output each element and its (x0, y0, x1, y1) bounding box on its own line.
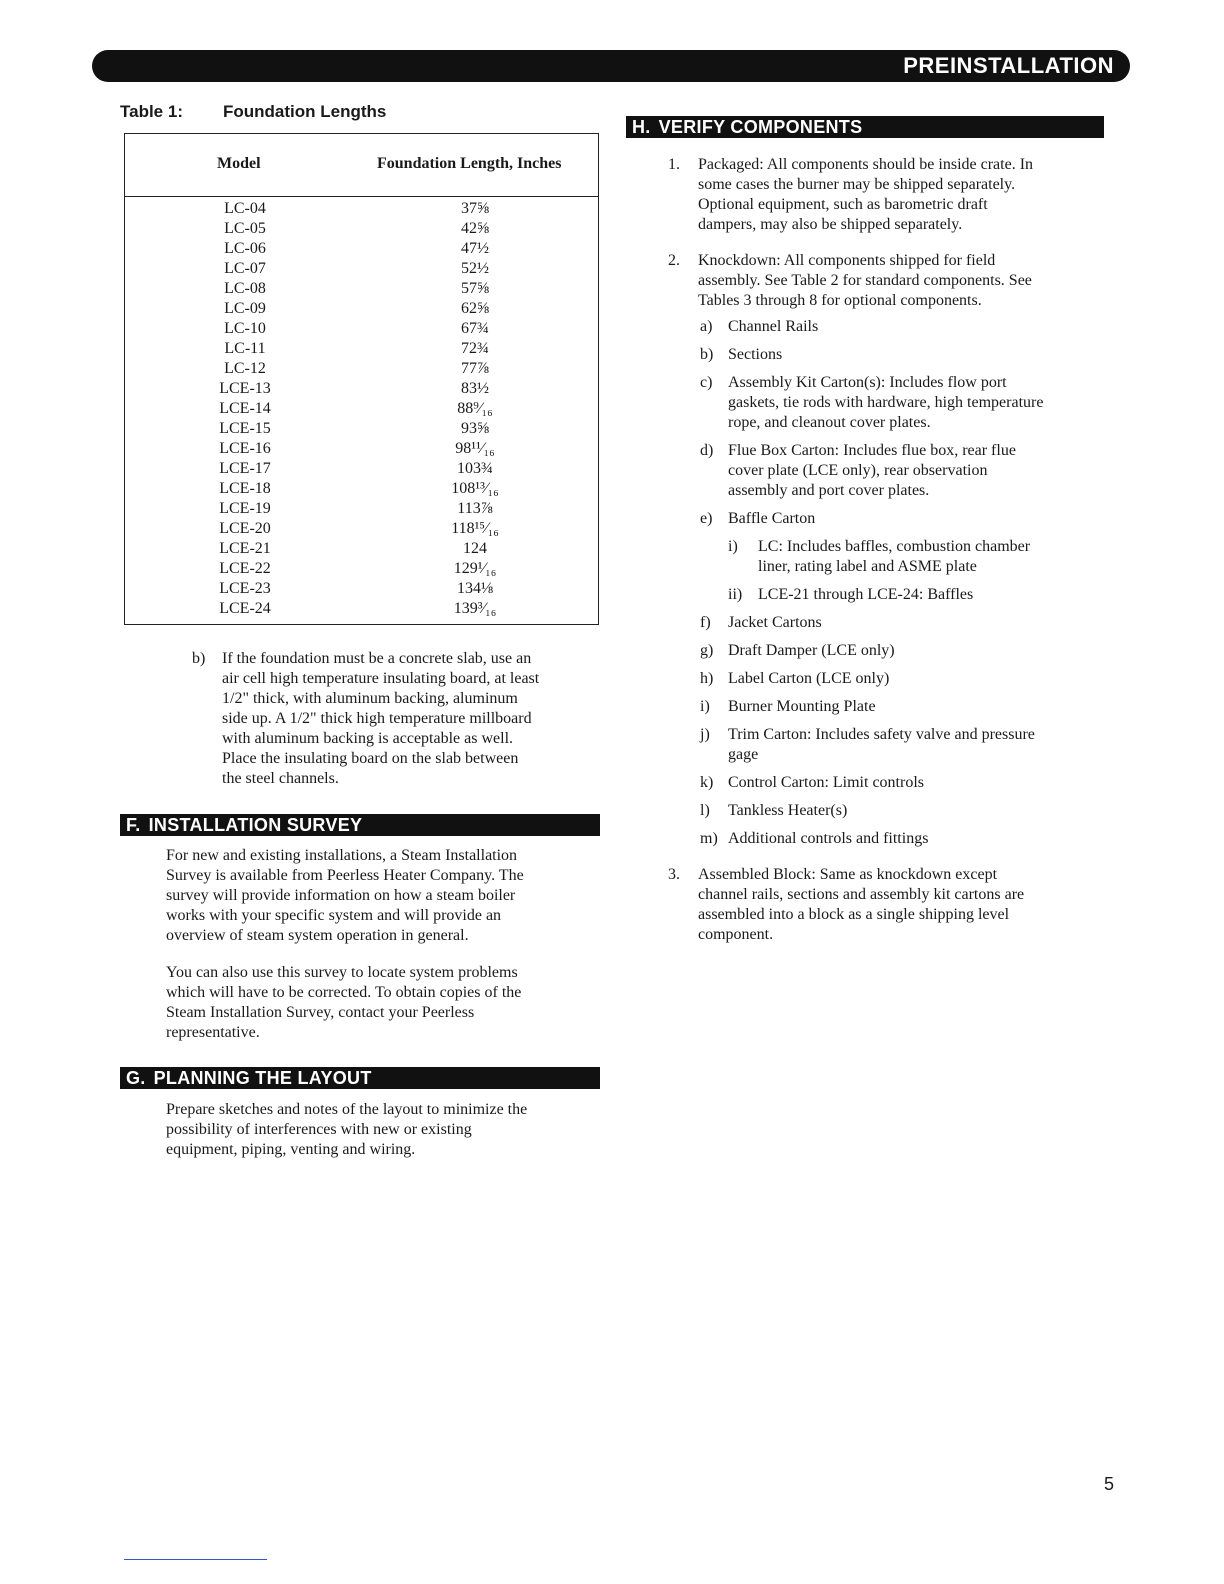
note-text (222, 649, 612, 789)
cell-model: LC-04 (224, 200, 266, 217)
section-g-paragraph-1 (166, 1100, 606, 1160)
text-line: If the foundation must be a concrete slab, use an (222, 650, 532, 667)
sub-marker: a) (700, 318, 713, 335)
table-caption-title: Foundation Lengths (223, 102, 387, 121)
text-line: Additional controls and fittings (728, 830, 929, 847)
cell-length: 139³⁄₁₆ (453, 600, 497, 617)
header-banner (92, 50, 1130, 82)
sub-text (728, 829, 1108, 849)
section-g-heading (120, 1067, 600, 1089)
cell-length: 62⅝ (461, 300, 489, 317)
text-line: survey will provide information on how a steam boiler (166, 887, 516, 904)
cell-model: LC-11 (224, 340, 266, 357)
column-header-length: Foundation Length, Inches (377, 155, 562, 172)
sub-marker: c) (700, 374, 713, 391)
cell-length: 98¹¹⁄₁₆ (455, 440, 495, 457)
sub-item (668, 669, 1108, 689)
sub-text (728, 725, 1108, 765)
table-row (125, 260, 598, 280)
text-line: Optional equipment, such as barometric draft (698, 196, 988, 213)
sub-text (728, 345, 1108, 365)
table-row (125, 520, 598, 540)
text-line: Flue Box Carton: Includes flue box, rear flue (728, 442, 1016, 459)
sub-item (668, 613, 1108, 633)
table-row (125, 440, 598, 460)
text-line: Sections (728, 346, 783, 363)
list-text (698, 155, 1108, 235)
cell-length: 52½ (461, 260, 489, 277)
table-row (125, 340, 598, 360)
text-line: works with your specific system and will provide an (166, 907, 502, 924)
verify-components-list (668, 155, 1108, 945)
sub-text (728, 441, 1108, 501)
text-line: Knockdown: All components shipped for field (698, 252, 996, 269)
section-h-letter: H. (632, 117, 651, 137)
sub-text (728, 317, 1108, 337)
text-line: Control Carton: Limit controls (728, 774, 924, 791)
cell-model: LC-10 (224, 320, 266, 337)
list-text (698, 251, 1108, 311)
cell-model: LCE-20 (219, 520, 271, 537)
section-f-heading (120, 814, 600, 836)
text-line: with aluminum backing is acceptable as well. (222, 730, 514, 747)
page-number: 5 (1104, 1474, 1115, 1494)
sub-item (668, 509, 1108, 529)
text-line: Channel Rails (728, 318, 819, 335)
sub-marker: e) (700, 510, 713, 527)
note-marker: b) (192, 650, 206, 667)
cell-model: LCE-24 (219, 600, 271, 617)
footer-rule (124, 1559, 267, 1560)
table-row (125, 560, 598, 580)
section-h-heading (626, 116, 1104, 138)
cell-length: 113⅞ (457, 500, 493, 517)
sub-item (668, 317, 1108, 337)
sub-text (728, 697, 1108, 717)
cell-model: LC-08 (224, 280, 266, 297)
list-number: 1. (668, 156, 680, 173)
cell-length: 67¾ (461, 320, 489, 337)
table-row (125, 480, 598, 500)
cell-length: 93⅝ (461, 420, 489, 437)
sub-item (668, 801, 1108, 821)
sub-marker: ii) (728, 586, 743, 603)
text-line: component. (698, 926, 774, 943)
sub-marker: f) (700, 614, 711, 631)
text-line: Label Carton (LCE only) (728, 670, 890, 687)
text-line: the steel channels. (222, 770, 339, 787)
cell-model: LCE-14 (219, 400, 271, 417)
text-line: Burner Mounting Plate (728, 698, 876, 715)
text-line: representative. (166, 1024, 260, 1041)
text-line: cover plate (LCE only), rear observation (728, 462, 988, 479)
cell-model: LCE-15 (219, 420, 271, 437)
text-line: Assembly Kit Carton(s): Includes flow port (728, 374, 1007, 391)
list-item (668, 155, 1108, 235)
table-row (125, 280, 598, 300)
section-h-title: VERIFY COMPONENTS (658, 117, 863, 137)
table-caption-number: Table 1: (120, 102, 183, 121)
text-line: You can also use this survey to locate system problems (166, 964, 518, 981)
text-line: which will have to be corrected. To obtain copies of the (166, 984, 522, 1001)
text-line: Steam Installation Survey, contact your Peerless (166, 1004, 475, 1021)
text-line: 1/2" thick, with aluminum backing, aluminum (222, 690, 518, 707)
cell-length: 83½ (461, 380, 489, 397)
table-body (125, 200, 598, 620)
sub-marker: i) (700, 698, 710, 715)
cell-length: 88⁹⁄₁₆ (457, 400, 493, 417)
table-row (125, 240, 598, 260)
cell-model: LCE-21 (219, 540, 271, 557)
column-header-model: Model (217, 155, 261, 172)
text-line: For new and existing installations, a Steam Installation (166, 847, 518, 864)
text-line: Baffle Carton (728, 510, 816, 527)
foundation-lengths-table (124, 133, 599, 625)
text-line: gaskets, tie rods with hardware, high temperature (728, 394, 1044, 411)
list-text (698, 865, 1108, 945)
sub-text (728, 613, 1108, 633)
foundation-note (192, 649, 612, 789)
table-row (125, 540, 598, 560)
cell-model: LCE-17 (219, 460, 271, 477)
sub-text (758, 585, 1108, 605)
text-line: liner, rating label and ASME plate (758, 558, 977, 575)
text-line: Tables 3 through 8 for optional components. (698, 292, 982, 309)
text-line: overview of steam system operation in general. (166, 927, 469, 944)
table-row (125, 220, 598, 240)
sub-marker: k) (700, 774, 714, 791)
sub-text (758, 537, 1108, 577)
table-header (125, 134, 598, 197)
sub-item (668, 725, 1108, 765)
text-line: air cell high temperature insulating board, at least (222, 670, 540, 687)
text-line: assembly. See Table 2 for standard components. See (698, 272, 1032, 289)
text-line: equipment, piping, venting and wiring. (166, 1141, 416, 1158)
table-row (125, 360, 598, 380)
sub-list (668, 317, 1108, 849)
sub-marker: m) (700, 830, 718, 847)
section-f-paragraph-1 (166, 846, 606, 946)
sub-marker: l) (700, 802, 710, 819)
cell-model: LCE-18 (219, 480, 271, 497)
sub-item (668, 829, 1108, 849)
sub-marker: d) (700, 442, 714, 459)
table-row (125, 300, 598, 320)
cell-model: LC-12 (224, 360, 266, 377)
cell-length: 118¹⁵⁄₁₆ (451, 520, 499, 537)
cell-length: 37⅝ (461, 200, 489, 217)
section-f-title: INSTALLATION SURVEY (148, 815, 363, 835)
cell-length: 124 (463, 540, 487, 557)
text-line: assembled into a block as a single shipping level (698, 906, 1010, 923)
cell-length: 72¾ (461, 340, 489, 357)
cell-model: LC-05 (224, 220, 266, 237)
text-line: Assembled Block: Same as knockdown except (698, 866, 998, 883)
header-title: PREINSTALLATION (903, 53, 1114, 78)
sub-marker: j) (700, 726, 710, 743)
text-line: Tankless Heater(s) (728, 802, 848, 819)
cell-model: LC-06 (224, 240, 266, 257)
cell-model: LC-07 (224, 260, 266, 277)
cell-length: 42⅝ (461, 220, 489, 237)
cell-length: 47½ (461, 240, 489, 257)
text-line: Place the insulating board on the slab between (222, 750, 519, 767)
text-line: Prepare sketches and notes of the layout to minimize the (166, 1101, 528, 1118)
section-g-letter: G. (126, 1068, 146, 1088)
text-line: Survey is available from Peerless Heater Company. The (166, 867, 524, 884)
cell-length: 103¾ (457, 460, 493, 477)
cell-model: LCE-22 (219, 560, 271, 577)
sub-marker: g) (700, 642, 714, 659)
table-row (125, 400, 598, 420)
cell-length: 77⅞ (461, 360, 489, 377)
text-line: rope, and cleanout cover plates. (728, 414, 931, 431)
cell-model: LCE-19 (219, 500, 271, 517)
text-line: possibility of interferences with new or existing (166, 1121, 472, 1138)
sub-item (668, 773, 1108, 793)
table-row (125, 500, 598, 520)
sub-marker: h) (700, 670, 714, 687)
sub-marker: i) (728, 538, 738, 555)
list-number: 2. (668, 252, 680, 269)
cell-model: LCE-13 (219, 380, 271, 397)
cell-model: LC-09 (224, 300, 266, 317)
text-line: LCE-21 through LCE-24: Baffles (758, 586, 974, 603)
cell-model: LCE-16 (219, 440, 271, 457)
cell-model: LCE-23 (219, 580, 271, 597)
text-line: LC: Includes baffles, combustion chamber (758, 538, 1031, 555)
cell-length: 129¹⁄₁₆ (453, 560, 497, 577)
text-line: Packaged: All components should be inside crate. In (698, 156, 1034, 173)
text-line: Jacket Cartons (728, 614, 822, 631)
sub-text (728, 773, 1108, 793)
sub-text (728, 509, 1108, 529)
section-g-title: PLANNING THE LAYOUT (153, 1068, 372, 1088)
text-line: Draft Damper (LCE only) (728, 642, 895, 659)
sub-item (668, 345, 1108, 365)
text-line: some cases the burner may be shipped separately. (698, 176, 1016, 193)
cell-length: 134⅛ (457, 580, 493, 597)
sub-item (668, 641, 1108, 661)
table-row (125, 380, 598, 400)
sub-item (668, 537, 1108, 577)
cell-length: 108¹³⁄₁₆ (451, 480, 499, 497)
sub-item (668, 373, 1108, 433)
sub-item (668, 697, 1108, 717)
table-row (125, 200, 598, 220)
table-row (125, 600, 598, 620)
table-row (125, 580, 598, 600)
sub-item (668, 585, 1108, 605)
list-number: 3. (668, 866, 680, 883)
table-caption (120, 102, 386, 122)
sub-text (728, 669, 1108, 689)
text-line: side up. A 1/2" thick high temperature millboard (222, 710, 532, 727)
text-line: dampers, may also be shipped separately. (698, 216, 963, 233)
table-row (125, 420, 598, 440)
text-line: Trim Carton: Includes safety valve and pressure (728, 726, 1035, 743)
text-line: gage (728, 746, 759, 763)
sub-text (728, 373, 1108, 433)
sub-text (728, 641, 1108, 661)
text-line: assembly and port cover plates. (728, 482, 930, 499)
cell-length: 57⅝ (461, 280, 489, 297)
table-row (125, 460, 598, 480)
section-f-letter: F. (126, 815, 141, 835)
sub-text (728, 801, 1108, 821)
sub-item (668, 441, 1108, 501)
text-line: channel rails, sections and assembly kit cartons are (698, 886, 1025, 903)
table-row (125, 320, 598, 340)
section-f-paragraph-2 (166, 963, 606, 1043)
list-item (668, 865, 1108, 945)
sub-marker: b) (700, 346, 714, 363)
list-item (668, 251, 1108, 311)
